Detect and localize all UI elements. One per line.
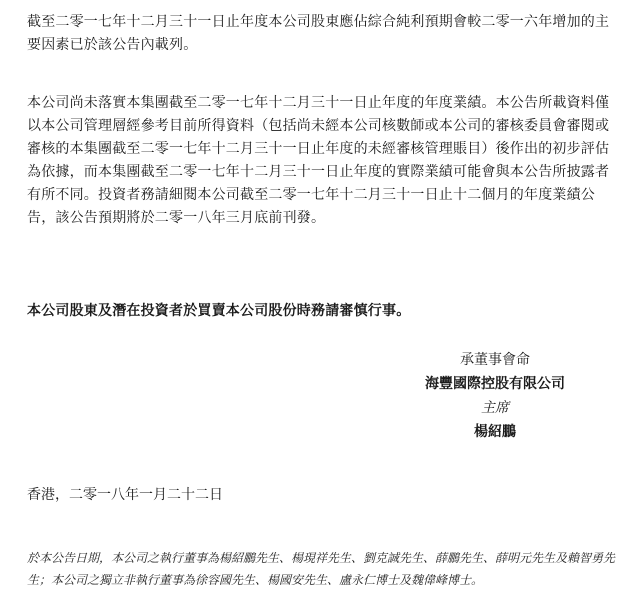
signature-block — [380, 348, 610, 444]
signatory-name: 楊紹鵬 — [474, 424, 516, 440]
paragraph-profit-factors: 截至二零一七年十二月三十一日止年度本公司股東應佔綜合純利預期會較二零一六年增加的主要因素已於該公告內載列。 — [27, 14, 610, 53]
paragraph-results-disclaimer: 本公司尚未落實本集團截至二零一七年十二月三十一日止年度的年度業績。本公告所載資料僅以本公司管理層經參考目前所得資料（包括尚未經本公司核數師或本公司的審核委員會審閱或審核的本集團截至二零一七年十二月三十一日止年度的未經審核管理賬目）後作出的初步評估為依據，而本集團截至二零一七年十二月三十一日止年度的實際業績可能會與本公告所披露者有所不同。投資者務請細閱本公司截至二零一七年十二月三十一日止十二個月的年度業績公告，該公告預期將於二零一八年三月底前刊發。 — [27, 95, 610, 226]
caution-warning: 本公司股東及潛在投資者於買賣本公司股份時務請審慎行事。 — [27, 303, 411, 319]
by-order-of-board: 承董事會命 — [460, 352, 530, 368]
signatory-title: 主席 — [481, 400, 509, 416]
date-line: 香港，二零一八年一月二十二日 — [27, 487, 223, 503]
directors-footer: 於本公告日期，本公司之執行董事為楊紹鵬先生、楊現祥先生、劉克誠先生、薛鵬先生、薛明元先生及賴智勇先生；本公司之獨立非執行董事為徐容國先生、楊國安先生、盧永仁博士及魏偉峰博士。 — [27, 551, 616, 587]
company-name: 海豐國際控股有限公司 — [425, 376, 565, 392]
